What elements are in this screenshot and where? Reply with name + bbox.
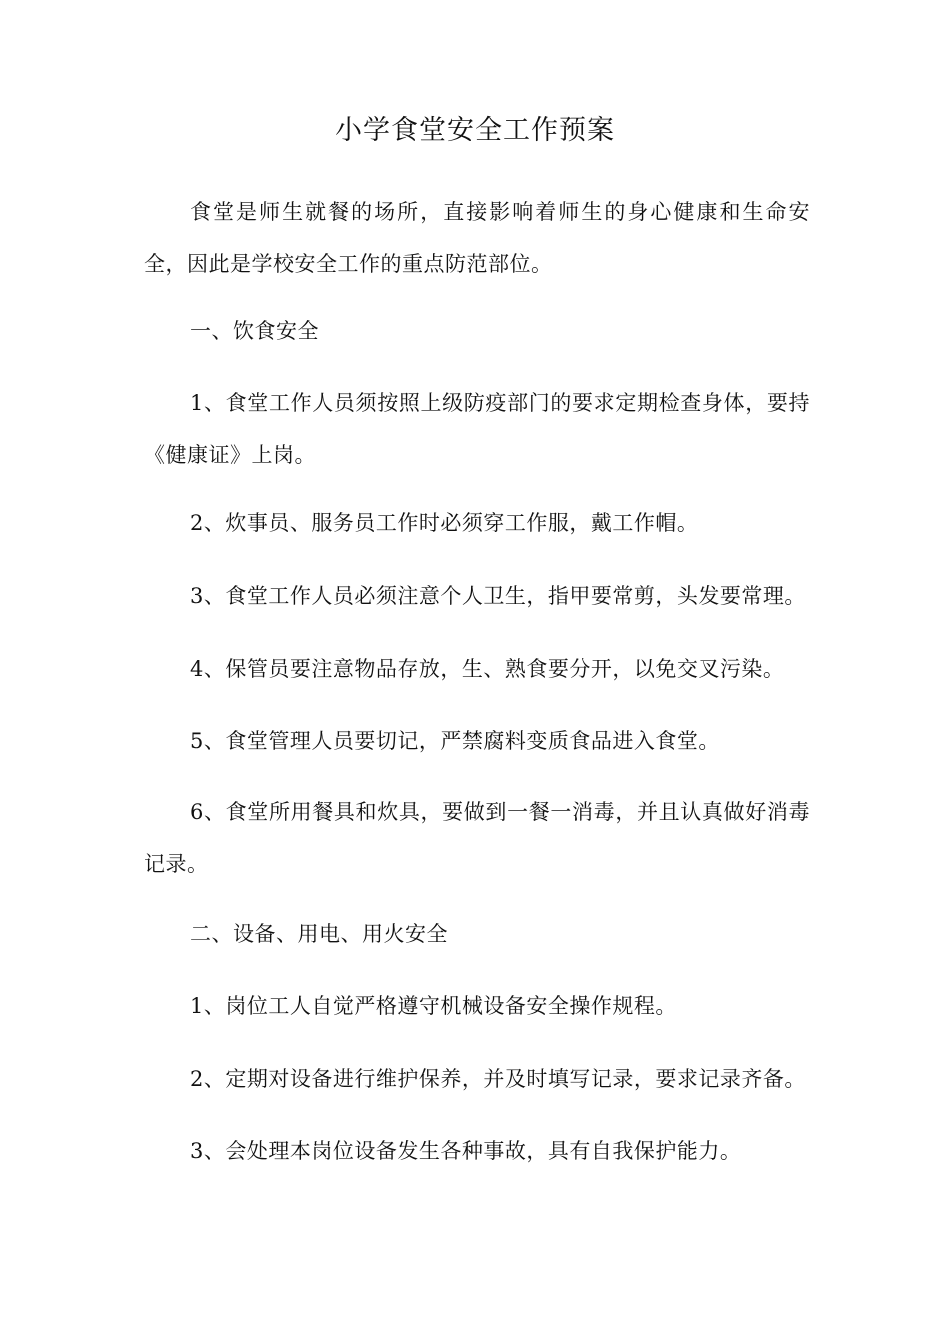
food-safety-item-6: 6、食堂所用餐具和炊具，要做到一餐一消毒，并且认真做好消毒记录。 — [144, 800, 810, 876]
intro-paragraph: 食堂是师生就餐的场所，直接影响着师生的身心健康和生命安全，因此是学校安全工作的重点防范部位。 — [144, 200, 810, 276]
section-heading-equipment-safety: 二、设备、用电、用火安全 — [190, 922, 448, 946]
document-title: 小学食堂安全工作预案 — [335, 115, 615, 146]
food-safety-item-2: 2、炊事员、服务员工作时必须穿工作服，戴工作帽。 — [190, 511, 699, 535]
equipment-safety-item-2: 2、定期对设备进行维护保养，并及时填写记录，要求记录齐备。 — [190, 1067, 806, 1091]
food-safety-item-5: 5、食堂管理人员要切记，严禁腐料变质食品进入食堂。 — [190, 729, 720, 753]
food-safety-item-3: 3、食堂工作人员必须注意个人卫生，指甲要常剪，头发要常理。 — [190, 584, 806, 608]
section-heading-food-safety: 一、饮食安全 — [190, 319, 319, 343]
food-safety-item-4: 4、保管员要注意物品存放，生、熟食要分开，以免交叉污染。 — [190, 657, 785, 681]
food-safety-item-1: 1、食堂工作人员须按照上级防疫部门的要求定期检查身体，要持《健康证》上岗。 — [144, 391, 810, 467]
equipment-safety-item-1: 1、岗位工人自觉严格遵守机械设备安全操作规程。 — [190, 994, 677, 1018]
equipment-safety-item-3: 3、会处理本岗位设备发生各种事故，具有自我保护能力。 — [190, 1139, 742, 1163]
